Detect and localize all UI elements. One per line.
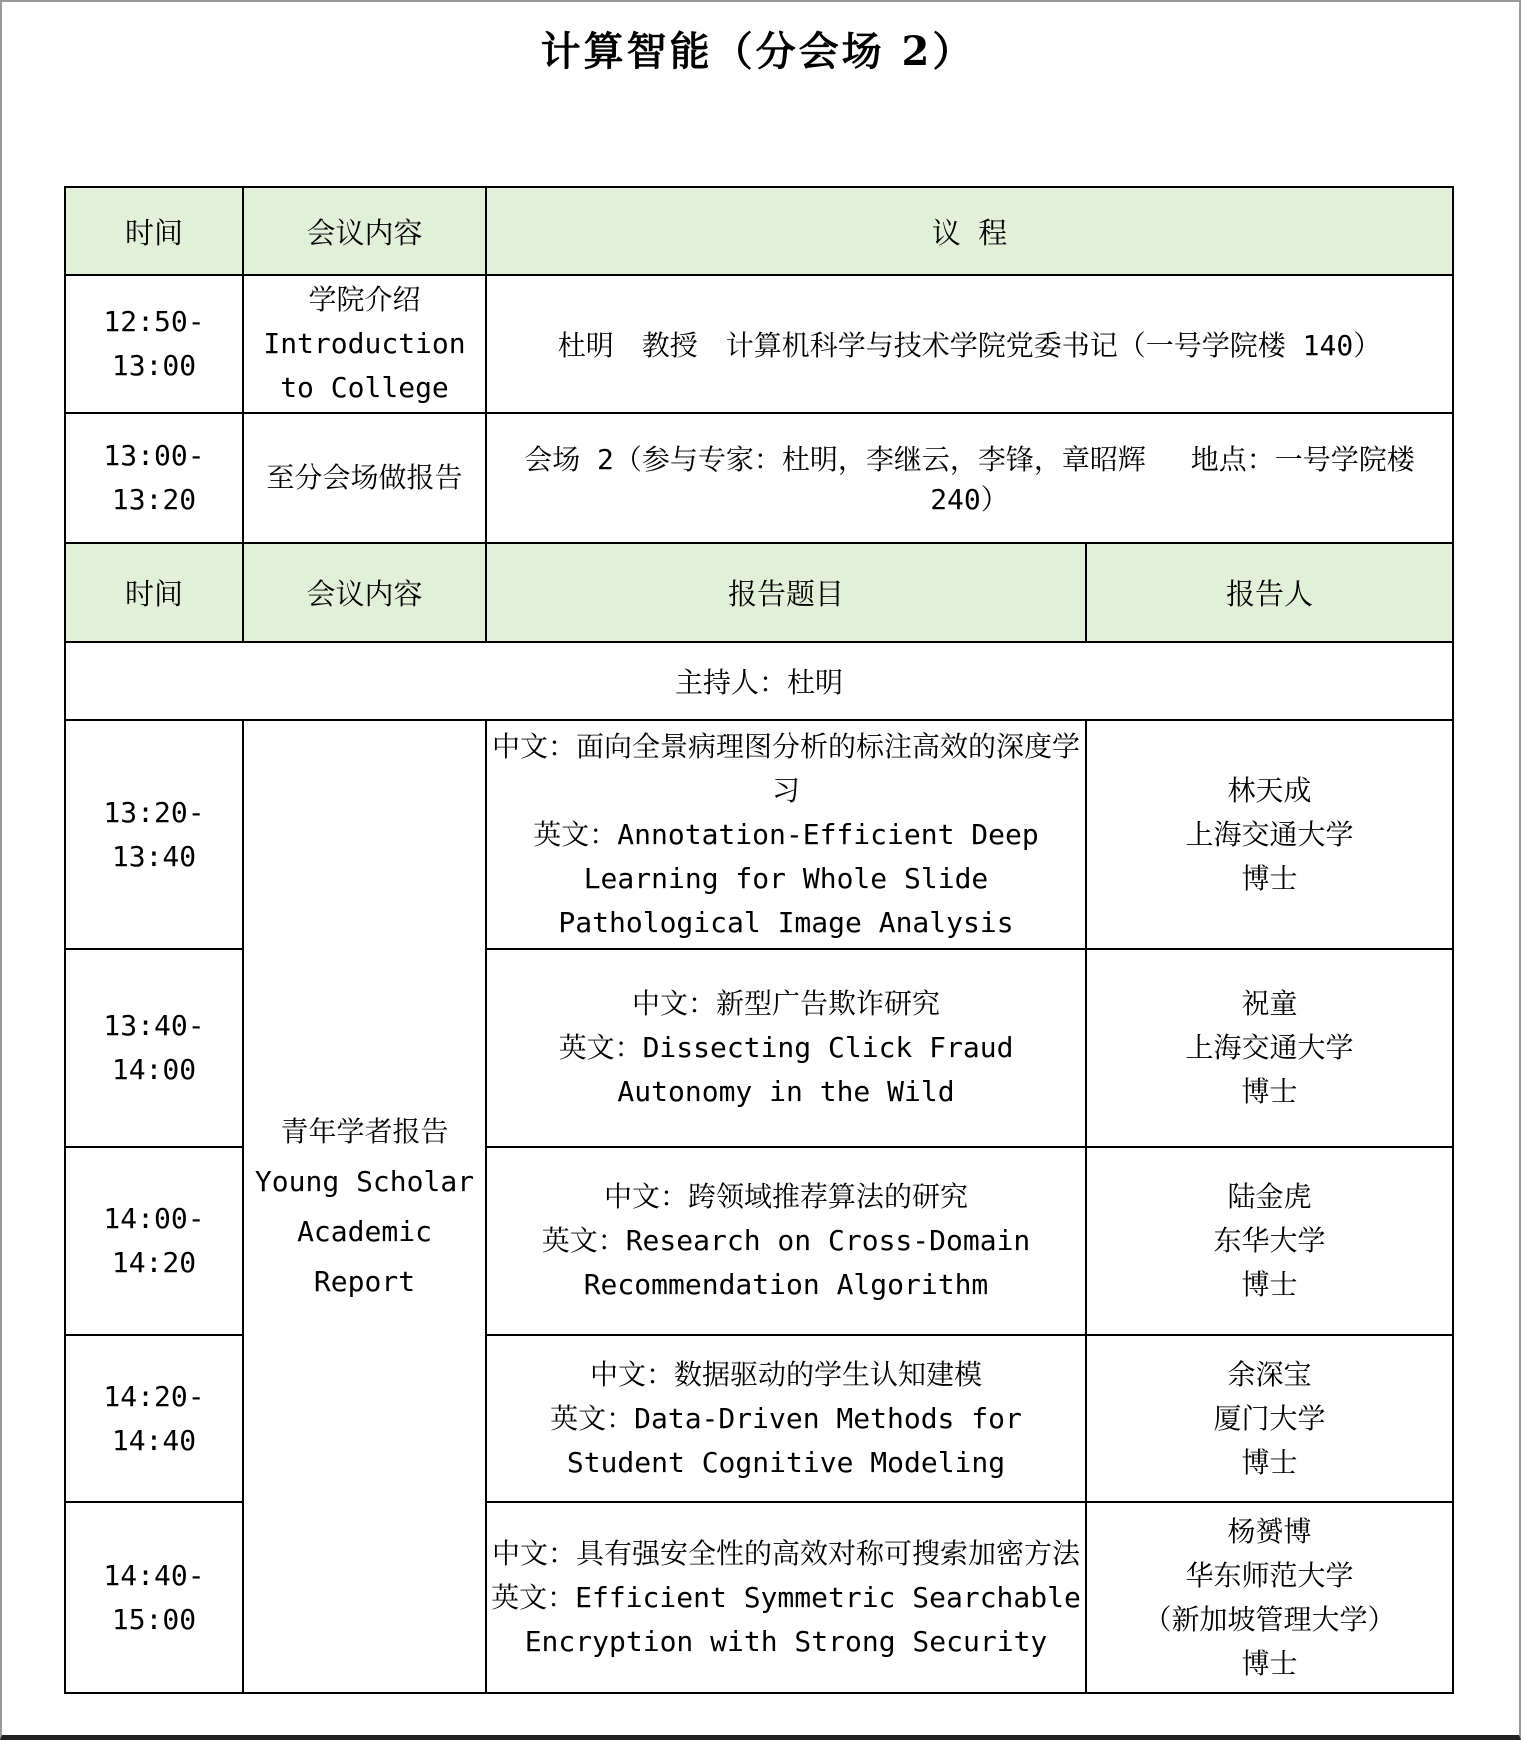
time-line: 14:40- xyxy=(103,1558,205,1592)
agenda-cell: 会场 2（参与专家：杜明，李继云，李锋，章昭辉 地点：一号学院楼 240） xyxy=(486,413,1453,543)
part1-header-row xyxy=(65,187,1453,275)
reporter-degree: 博士 xyxy=(1241,861,1298,895)
reporter-degree: 博士 xyxy=(1241,1075,1298,1108)
part2-header-content: 会议内容 xyxy=(243,543,486,642)
reporter-affiliation: 上海交通大学 xyxy=(1185,817,1354,851)
agenda-cell: 杜明 教授 计算机科学与技术学院党委书记（一号学院楼 140） xyxy=(486,275,1453,413)
time-cell xyxy=(65,720,243,949)
reporter-affiliation-secondary: （新加坡管理大学） xyxy=(1143,1602,1396,1636)
session-label-line: 青年学者报告 xyxy=(280,1114,449,1148)
time-line: 14:00 xyxy=(111,1053,197,1086)
part2-header-reporter: 报告人 xyxy=(1086,543,1453,642)
report-row xyxy=(65,720,1453,949)
reporter-name: 林天成 xyxy=(1227,773,1312,807)
host-row xyxy=(65,642,1453,720)
page-title: 计算智能（分会场 2） xyxy=(540,28,976,75)
content-line: to College xyxy=(280,371,449,404)
time-line: 14:40 xyxy=(111,1423,197,1457)
reporter-cell xyxy=(1086,1147,1453,1335)
report-title-cell xyxy=(486,1147,1086,1335)
part2-header-title: 报告题目 xyxy=(486,543,1086,642)
time-line: 14:00- xyxy=(103,1202,205,1235)
time-line: 14:20 xyxy=(111,1246,197,1279)
reporter-cell xyxy=(1086,720,1453,949)
report-title-en: 英文：Dissecting Click Fraud Autonomy in the Wild xyxy=(558,1031,1014,1108)
time-line: 13:00- xyxy=(103,439,205,472)
reporter-name: 祝童 xyxy=(1241,987,1298,1020)
content-cell xyxy=(243,413,486,543)
report-title-cell xyxy=(486,1502,1086,1693)
part1-header-time: 时间 xyxy=(65,187,243,275)
content-cell xyxy=(243,275,486,413)
reporter-cell xyxy=(1086,1502,1453,1693)
time-cell xyxy=(65,1335,243,1502)
report-title-zh: 中文：跨领域推荐算法的研究 xyxy=(603,1180,968,1213)
report-title-cell xyxy=(486,949,1086,1147)
reporter-degree: 博士 xyxy=(1241,1646,1298,1680)
time-line: 13:40 xyxy=(111,839,197,873)
host-cell: 主持人：杜明 xyxy=(65,642,1453,720)
session-label-line: Academic xyxy=(297,1214,432,1248)
schedule-table xyxy=(64,186,1454,1694)
content-line: 至分会场做报告 xyxy=(266,461,463,494)
reporter-cell xyxy=(1086,949,1453,1147)
time-cell xyxy=(65,413,243,543)
reporter-degree: 博士 xyxy=(1241,1268,1298,1301)
report-title-en: 英文：Annotation-Efficient Deep Learning for Whole Slide Pathological Image Analysis xyxy=(533,817,1039,939)
report-title-zh: 中文：面向全景病理图分析的标注高效的深度学习 xyxy=(491,729,1080,807)
part1-row-to-session xyxy=(65,413,1453,543)
time-cell xyxy=(65,1147,243,1335)
report-title-zh: 中文：新型广告欺诈研究 xyxy=(631,987,940,1020)
report-title-en: 英文：Data-Driven Methods for Student Cognitive Modeling xyxy=(550,1401,1022,1479)
report-title-en: 英文：Research on Cross-Domain Recommendation Algorithm xyxy=(541,1224,1031,1301)
time-line: 13:20 xyxy=(111,483,197,516)
time-line: 14:20- xyxy=(103,1379,205,1413)
reporter-cell xyxy=(1086,1335,1453,1502)
time-line: 13:00 xyxy=(111,349,197,382)
reporter-name: 杨赟博 xyxy=(1227,1514,1312,1548)
part2-header-row xyxy=(65,543,1453,642)
reporter-affiliation: 东华大学 xyxy=(1213,1224,1326,1257)
time-line: 13:40- xyxy=(103,1009,205,1042)
time-cell xyxy=(65,949,243,1147)
session-label-line: Report xyxy=(313,1264,416,1298)
part1-row-introduction xyxy=(65,275,1453,413)
part1-header-content: 会议内容 xyxy=(243,187,486,275)
time-cell xyxy=(65,1502,243,1693)
time-line: 15:00 xyxy=(111,1602,197,1636)
reporter-name: 余深宝 xyxy=(1227,1357,1312,1391)
reporter-affiliation: 华东师范大学 xyxy=(1185,1558,1354,1592)
content-line: 学院介绍 xyxy=(308,283,421,316)
content-line: Introduction xyxy=(263,327,466,360)
part2-header-time: 时间 xyxy=(65,543,243,642)
session-label-cell xyxy=(243,720,486,1693)
time-line: 12:50- xyxy=(103,305,205,338)
report-title-cell xyxy=(486,1335,1086,1502)
part1-header-agenda: 议 程 xyxy=(486,187,1453,275)
time-line: 13:20- xyxy=(103,795,205,829)
session-label-line: Young Scholar xyxy=(254,1164,475,1198)
report-title-en: 英文：Efficient Symmetric Searchable Encryption with Strong Security xyxy=(491,1580,1081,1658)
report-title-zh: 中文：数据驱动的学生认知建模 xyxy=(589,1357,982,1391)
reporter-degree: 博士 xyxy=(1241,1445,1298,1479)
reporter-name: 陆金虎 xyxy=(1227,1180,1312,1213)
time-cell xyxy=(65,275,243,413)
reporter-affiliation: 上海交通大学 xyxy=(1185,1031,1354,1064)
report-title-zh: 中文：具有强安全性的高效对称可搜索加密方法 xyxy=(491,1536,1080,1570)
report-title-cell xyxy=(486,720,1086,949)
reporter-affiliation: 厦门大学 xyxy=(1213,1401,1326,1435)
